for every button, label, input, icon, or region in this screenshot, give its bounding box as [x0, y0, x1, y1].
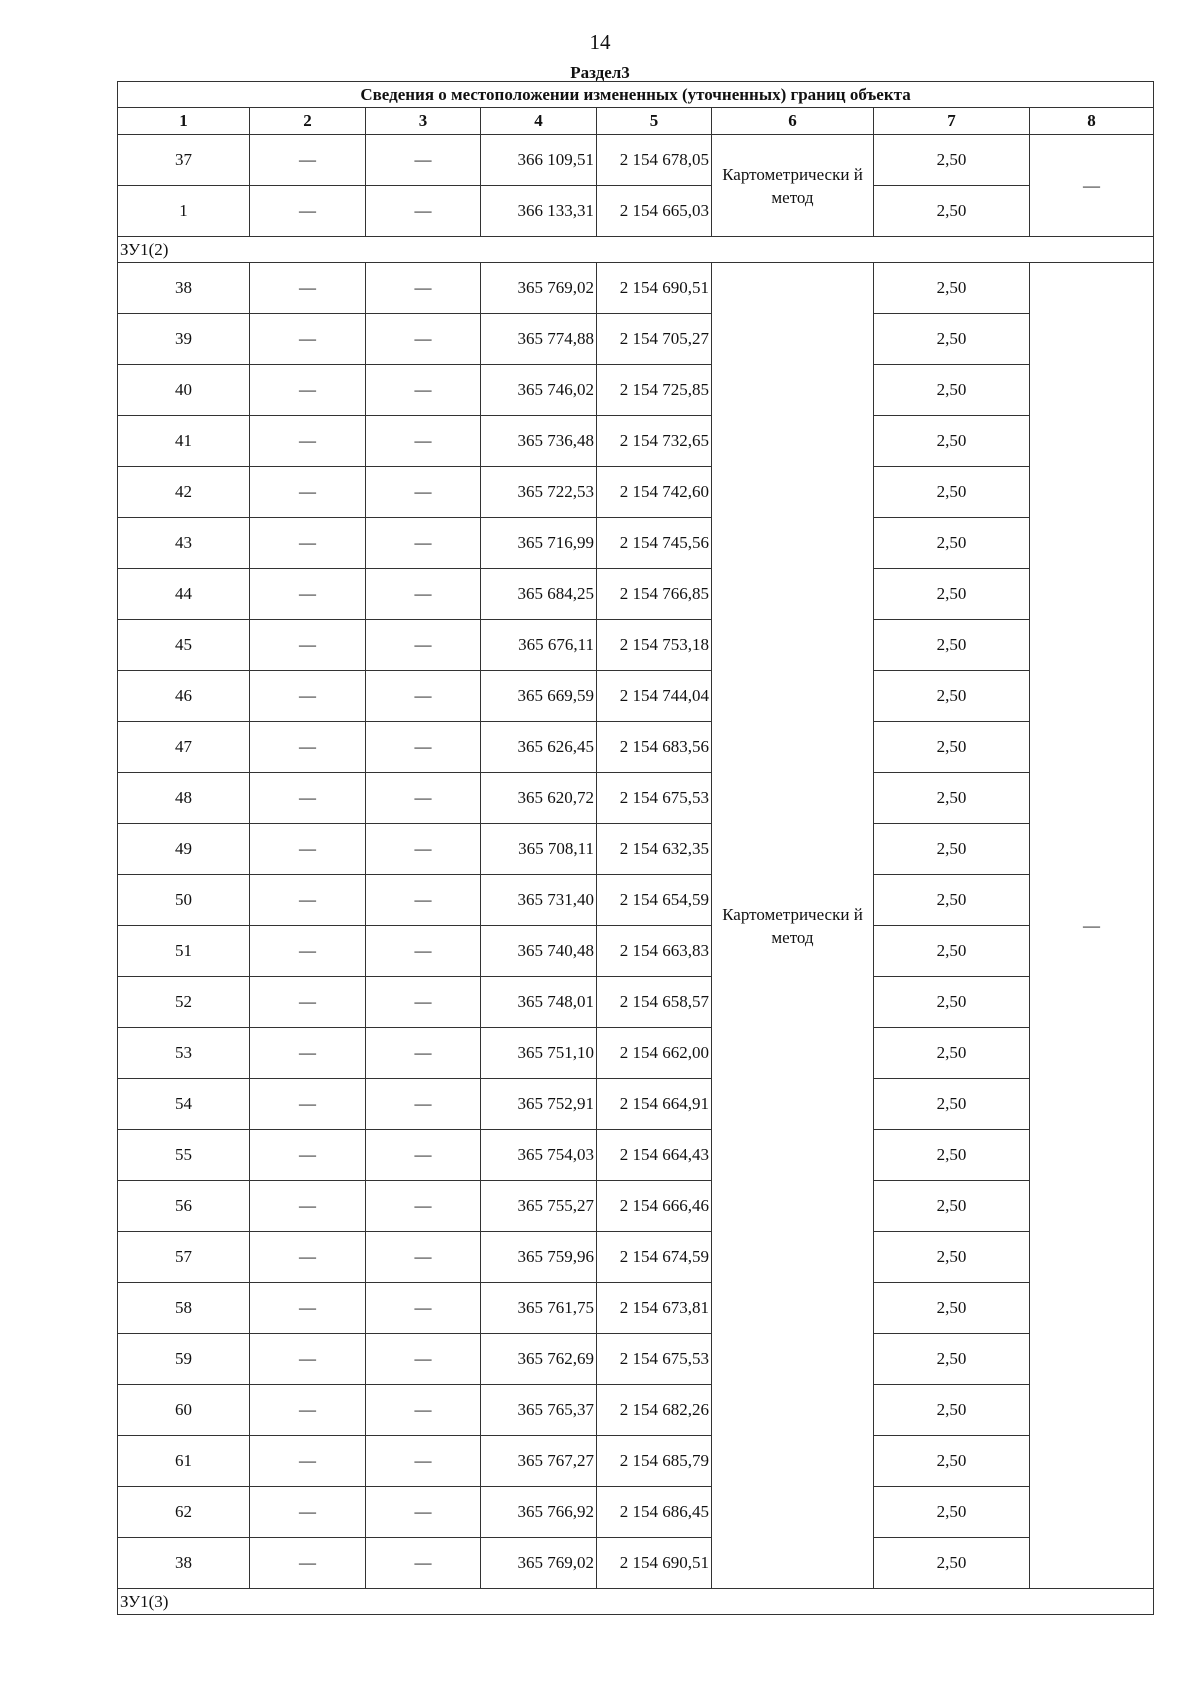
col2-value: — [250, 314, 366, 365]
table-row [118, 1283, 1154, 1334]
table-row [118, 186, 1154, 237]
y-coordinate: 2 154 682,26 [597, 1385, 712, 1436]
col2-value: — [250, 1487, 366, 1538]
y-coordinate: 2 154 742,60 [597, 467, 712, 518]
col3-value: — [366, 1181, 481, 1232]
x-coordinate: 365 722,53 [481, 467, 597, 518]
x-coordinate: 365 748,01 [481, 977, 597, 1028]
table-row [118, 1385, 1154, 1436]
x-coordinate: 366 109,51 [481, 135, 597, 186]
accuracy-value: 2,50 [874, 977, 1030, 1028]
point-number: 54 [118, 1079, 250, 1130]
table-row [118, 569, 1154, 620]
y-coordinate: 2 154 744,04 [597, 671, 712, 722]
y-coordinate: 2 154 664,43 [597, 1130, 712, 1181]
y-coordinate: 2 154 685,79 [597, 1436, 712, 1487]
col2-value: — [250, 977, 366, 1028]
table-row [118, 1181, 1154, 1232]
accuracy-value: 2,50 [874, 926, 1030, 977]
point-number: 53 [118, 1028, 250, 1079]
accuracy-value: 2,50 [874, 135, 1030, 186]
boundary-coordinates-table [117, 81, 1154, 1615]
point-number: 58 [118, 1283, 250, 1334]
y-coordinate: 2 154 686,45 [597, 1487, 712, 1538]
accuracy-value: 2,50 [874, 365, 1030, 416]
y-coordinate: 2 154 690,51 [597, 263, 712, 314]
point-number: 49 [118, 824, 250, 875]
point-number: 55 [118, 1130, 250, 1181]
point-number: 38 [118, 1538, 250, 1589]
column-header-row [118, 108, 1154, 135]
point-number: 50 [118, 875, 250, 926]
x-coordinate: 365 761,75 [481, 1283, 597, 1334]
accuracy-value: 2,50 [874, 1487, 1030, 1538]
col3-value: — [366, 875, 481, 926]
point-number: 52 [118, 977, 250, 1028]
col3-value: — [366, 1334, 481, 1385]
col2-value: — [250, 1028, 366, 1079]
table-row [118, 1079, 1154, 1130]
col3-value: — [366, 926, 481, 977]
table-row [118, 671, 1154, 722]
point-number: 39 [118, 314, 250, 365]
col3-value: — [366, 1538, 481, 1589]
point-number: 57 [118, 1232, 250, 1283]
column-header-1: 1 [118, 108, 250, 135]
accuracy-value: 2,50 [874, 671, 1030, 722]
point-number: 37 [118, 135, 250, 186]
col3-value: — [366, 416, 481, 467]
col3-value: — [366, 518, 481, 569]
table-row [118, 1232, 1154, 1283]
accuracy-value: 2,50 [874, 722, 1030, 773]
accuracy-value: 2,50 [874, 620, 1030, 671]
accuracy-value: 2,50 [874, 1232, 1030, 1283]
y-coordinate: 2 154 673,81 [597, 1283, 712, 1334]
col2-value: — [250, 186, 366, 237]
point-number: 43 [118, 518, 250, 569]
accuracy-value: 2,50 [874, 773, 1030, 824]
col2-value: — [250, 1079, 366, 1130]
y-coordinate: 2 154 675,53 [597, 1334, 712, 1385]
y-coordinate: 2 154 666,46 [597, 1181, 712, 1232]
table-row [118, 263, 1154, 314]
accuracy-value: 2,50 [874, 186, 1030, 237]
x-coordinate: 365 754,03 [481, 1130, 597, 1181]
table-row [118, 875, 1154, 926]
x-coordinate: 365 740,48 [481, 926, 597, 977]
col2-value: — [250, 1385, 366, 1436]
col2-value: — [250, 518, 366, 569]
col2-value: — [250, 467, 366, 518]
point-number: 44 [118, 569, 250, 620]
col3-value: — [366, 1079, 481, 1130]
point-number: 56 [118, 1181, 250, 1232]
col3-value: — [366, 824, 481, 875]
group-label-row [118, 1589, 1154, 1615]
col2-value: — [250, 1130, 366, 1181]
col3-value: — [366, 365, 481, 416]
x-coordinate: 365 766,92 [481, 1487, 597, 1538]
col2-value: — [250, 1283, 366, 1334]
col3-value: — [366, 314, 481, 365]
col3-value: — [366, 1232, 481, 1283]
table-row [118, 467, 1154, 518]
column-header-3: 3 [366, 108, 481, 135]
accuracy-value: 2,50 [874, 569, 1030, 620]
accuracy-value: 2,50 [874, 1283, 1030, 1334]
col2-value: — [250, 671, 366, 722]
table-row [118, 1334, 1154, 1385]
accuracy-value: 2,50 [874, 1436, 1030, 1487]
col8-value: — [1030, 135, 1154, 237]
point-number: 40 [118, 365, 250, 416]
x-coordinate: 365 752,91 [481, 1079, 597, 1130]
col2-value: — [250, 1232, 366, 1283]
x-coordinate: 365 676,11 [481, 620, 597, 671]
accuracy-value: 2,50 [874, 1385, 1030, 1436]
section-title: Раздел3 [570, 63, 630, 82]
col3-value: — [366, 1436, 481, 1487]
col3-value: — [366, 263, 481, 314]
col2-value: — [250, 1538, 366, 1589]
column-header-7: 7 [874, 108, 1030, 135]
method-cell: Картометрически й метод [712, 135, 874, 237]
y-coordinate: 2 154 663,83 [597, 926, 712, 977]
col2-value: — [250, 773, 366, 824]
col3-value: — [366, 135, 481, 186]
point-number: 60 [118, 1385, 250, 1436]
col2-value: — [250, 1181, 366, 1232]
col3-value: — [366, 1385, 481, 1436]
table-body [118, 135, 1154, 1615]
y-coordinate: 2 154 664,91 [597, 1079, 712, 1130]
y-coordinate: 2 154 732,65 [597, 416, 712, 467]
x-coordinate: 365 736,48 [481, 416, 597, 467]
col3-value: — [366, 977, 481, 1028]
table-row [118, 135, 1154, 186]
col8-value: — [1030, 263, 1154, 1589]
table-row [118, 1487, 1154, 1538]
accuracy-value: 2,50 [874, 314, 1030, 365]
page-number: 14 [589, 30, 611, 54]
group-label: ЗУ1(3) [118, 1589, 1154, 1615]
col2-value: — [250, 135, 366, 186]
y-coordinate: 2 154 766,85 [597, 569, 712, 620]
col2-value: — [250, 365, 366, 416]
col3-value: — [366, 1487, 481, 1538]
x-coordinate: 365 769,02 [481, 263, 597, 314]
column-header-5: 5 [597, 108, 712, 135]
col2-value: — [250, 263, 366, 314]
point-number: 42 [118, 467, 250, 518]
column-header-2: 2 [250, 108, 366, 135]
x-coordinate: 365 626,45 [481, 722, 597, 773]
col3-value: — [366, 773, 481, 824]
x-coordinate: 365 746,02 [481, 365, 597, 416]
x-coordinate: 365 669,59 [481, 671, 597, 722]
table-row [118, 1028, 1154, 1079]
x-coordinate: 365 755,27 [481, 1181, 597, 1232]
y-coordinate: 2 154 725,85 [597, 365, 712, 416]
col3-value: — [366, 671, 481, 722]
col2-value: — [250, 1436, 366, 1487]
table-row [118, 518, 1154, 569]
table-row [118, 1436, 1154, 1487]
y-coordinate: 2 154 675,53 [597, 773, 712, 824]
col3-value: — [366, 186, 481, 237]
accuracy-value: 2,50 [874, 1334, 1030, 1385]
point-number: 41 [118, 416, 250, 467]
col2-value: — [250, 722, 366, 773]
point-number: 47 [118, 722, 250, 773]
column-header-4: 4 [481, 108, 597, 135]
accuracy-value: 2,50 [874, 263, 1030, 314]
col3-value: — [366, 620, 481, 671]
col2-value: — [250, 620, 366, 671]
accuracy-value: 2,50 [874, 1079, 1030, 1130]
accuracy-value: 2,50 [874, 1130, 1030, 1181]
accuracy-value: 2,50 [874, 1028, 1030, 1079]
y-coordinate: 2 154 753,18 [597, 620, 712, 671]
x-coordinate: 365 716,99 [481, 518, 597, 569]
point-number: 45 [118, 620, 250, 671]
y-coordinate: 2 154 654,59 [597, 875, 712, 926]
x-coordinate: 365 759,96 [481, 1232, 597, 1283]
table-row [118, 365, 1154, 416]
x-coordinate: 365 620,72 [481, 773, 597, 824]
x-coordinate: 365 765,37 [481, 1385, 597, 1436]
accuracy-value: 2,50 [874, 824, 1030, 875]
accuracy-value: 2,50 [874, 416, 1030, 467]
group-label-row [118, 237, 1154, 263]
y-coordinate: 2 154 674,59 [597, 1232, 712, 1283]
col2-value: — [250, 875, 366, 926]
col2-value: — [250, 1334, 366, 1385]
col2-value: — [250, 824, 366, 875]
point-number: 62 [118, 1487, 250, 1538]
table-row [118, 773, 1154, 824]
col3-value: — [366, 1028, 481, 1079]
col3-value: — [366, 569, 481, 620]
y-coordinate: 2 154 705,27 [597, 314, 712, 365]
table-row [118, 1538, 1154, 1589]
col2-value: — [250, 416, 366, 467]
y-coordinate: 2 154 658,57 [597, 977, 712, 1028]
x-coordinate: 365 731,40 [481, 875, 597, 926]
point-number: 59 [118, 1334, 250, 1385]
col3-value: — [366, 1130, 481, 1181]
point-number: 38 [118, 263, 250, 314]
x-coordinate: 365 684,25 [481, 569, 597, 620]
x-coordinate: 365 762,69 [481, 1334, 597, 1385]
table-title: Сведения о местоположении измененных (уточненных) границ объекта [118, 82, 1154, 108]
y-coordinate: 2 154 683,56 [597, 722, 712, 773]
col3-value: — [366, 1283, 481, 1334]
accuracy-value: 2,50 [874, 1181, 1030, 1232]
accuracy-value: 2,50 [874, 518, 1030, 569]
y-coordinate: 2 154 662,00 [597, 1028, 712, 1079]
x-coordinate: 365 774,88 [481, 314, 597, 365]
x-coordinate: 365 767,27 [481, 1436, 597, 1487]
col3-value: — [366, 722, 481, 773]
column-header-6: 6 [712, 108, 874, 135]
column-header-8: 8 [1030, 108, 1154, 135]
col2-value: — [250, 569, 366, 620]
y-coordinate: 2 154 690,51 [597, 1538, 712, 1589]
y-coordinate: 2 154 678,05 [597, 135, 712, 186]
x-coordinate: 365 751,10 [481, 1028, 597, 1079]
accuracy-value: 2,50 [874, 875, 1030, 926]
accuracy-value: 2,50 [874, 467, 1030, 518]
table-row [118, 722, 1154, 773]
table-row [118, 926, 1154, 977]
table-row [118, 977, 1154, 1028]
point-number: 51 [118, 926, 250, 977]
x-coordinate: 366 133,31 [481, 186, 597, 237]
point-number: 1 [118, 186, 250, 237]
col2-value: — [250, 926, 366, 977]
y-coordinate: 2 154 632,35 [597, 824, 712, 875]
y-coordinate: 2 154 745,56 [597, 518, 712, 569]
table-row [118, 314, 1154, 365]
y-coordinate: 2 154 665,03 [597, 186, 712, 237]
table-row [118, 1130, 1154, 1181]
method-cell: Картометрически й метод [712, 263, 874, 1589]
point-number: 48 [118, 773, 250, 824]
col3-value: — [366, 467, 481, 518]
table-row [118, 620, 1154, 671]
accuracy-value: 2,50 [874, 1538, 1030, 1589]
table-title-row [118, 82, 1154, 108]
x-coordinate: 365 708,11 [481, 824, 597, 875]
point-number: 46 [118, 671, 250, 722]
table-row [118, 416, 1154, 467]
group-label: ЗУ1(2) [118, 237, 1154, 263]
x-coordinate: 365 769,02 [481, 1538, 597, 1589]
point-number: 61 [118, 1436, 250, 1487]
table-row [118, 824, 1154, 875]
